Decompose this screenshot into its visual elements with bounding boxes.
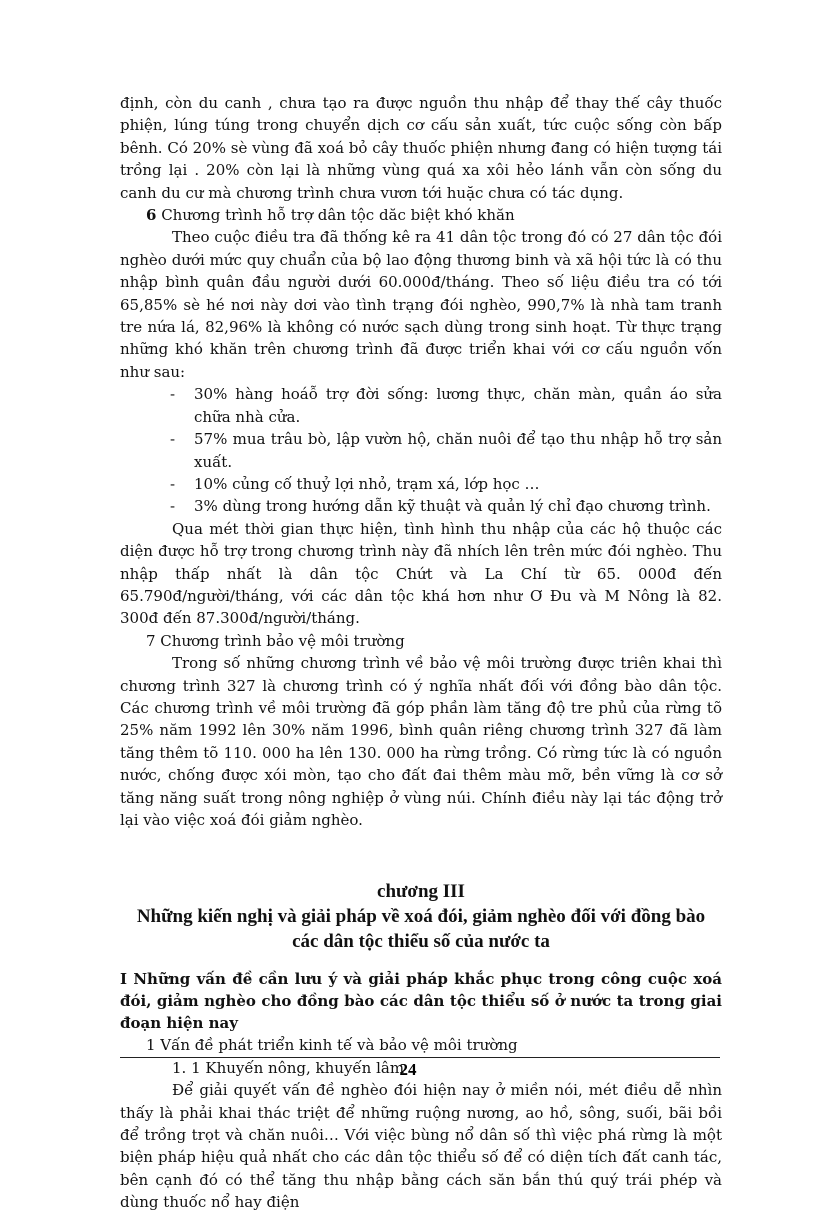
list-item-text: 57% mua trâu bò, lập vườn hộ, chăn nuôi để tạo thu nhập hỗ trợ sản xuất.: [194, 430, 722, 471]
paragraph-program-6-results: Qua mét thời gian thực hiện, tình hình thu nhập của các hộ thuộc các diện được hỗ trợ trong chương trình này đã nhích lên trên mức đói nghèo. Thu nhập thấp nhất là dân tộc Chứt và La Chí từ 65. 000đ đến 65.790đ/người/tháng, với các dân tộc khá hơn như Ơ Đu và M Nông là 82. 300đ đến 87.300đ/người/tháng.: [120, 519, 722, 628]
paragraph-program-6: Theo cuộc điều tra đã thống kê ra 41 dân tộc trong đó có 27 dân tộc đói nghèo dưới mức quy chuẩn của bộ lao động thương binh và xã hội tức là có thu nhập bình quân đầu người dưới 60.000đ/tháng. Theo số liệu điều tra có tới 65,85% sè hé nơi này dơi vào tình trạng đói nghèo, 990,7% là nhà tam tranh tre nứa lá, 82,96% là không có nước sạch dùng trong sinh hoạt. Từ thực trạng những khó khăn trên chương trình đã được triển khai với cơ cấu nguồn vốn như sau:: [120, 228, 722, 381]
section-heading-I: I Những vấn đề cần lưu ý và giải pháp khắc phục trong công cuộc xoá đói, giảm nghèo cho đồng bào các dân tộc thiểu số ở nước ta trong giai đoạn hiện nay: [120, 970, 722, 1033]
list-item-text: 30% hàng hoáỗ trợ đời sống: lương thực, chăn màn, quần áo sửa chữa nhà cửa.: [194, 385, 722, 426]
chapter-label: chương III: [377, 881, 465, 903]
chapter-title: Những kiến nghị và giải pháp về xoá đói, giảm nghèo đối với đồng bào các dân tộc thiểu số của nước ta: [136, 906, 706, 953]
paragraph-1-1: Để giải quyết vấn đề nghèo đói hiện nay ở miền nói, mét điều dễ nhìn thấy là phải khai thác triệt để những ruộng nương, ao hồ, sông, suối, bãi bồi để trồng trọt và chăn nuôi… Với việc bùng nổ dân số thì việc phá rừng là một biện pháp hiệu quả nhất cho các dân tộc thiểu số để có diện tích đất canh tác, bên cạnh đó có thể tăng thu nhập bằng cách săn bắn thú quý trái phép và dùng thuốc nổ hay điện: [120, 1081, 722, 1212]
list-item-text: 10% củng cố thuỷ lợi nhỏ, trạm xá, lớp học …: [194, 474, 540, 493]
funding-list: [120, 383, 722, 517]
subsection-heading-1-1: 1. 1 Khuyến nông, khuyến lâm: [172, 1058, 405, 1077]
heading-6-number: 6: [146, 206, 157, 225]
list-item: - 30% hàng hoáỗ trợ đời sống: lương thực, chăn màn, quần áo sửa chữa nhà cửa.: [170, 385, 722, 426]
paragraph-continuation: định, còn du canh , chưa tạo ra được nguồn thu nhập để thay thế cây thuốc phiện, lúng túng trong chuyển dịch cơ cấu sản xuất, tức cuộc sống còn bấp bênh. Có 20% sè vùng đã xoá bỏ cây thuốc phiện nhưng đang có hiện tượng tái trồng lại . 20% còn lại là những vùng quá xa xôi hẻo lánh vẫn còn sống du canh du cư mà chương trình chưa vươn tới huặc chưa có tác dụng.: [120, 94, 722, 202]
footer-divider: [120, 1057, 720, 1058]
list-item: - 3% dùng trong hướng dẫn kỹ thuật và quản lý chỉ đạo chương trình.: [170, 497, 711, 516]
heading-program-7: 7 Chương trình bảo vệ môi trường: [146, 631, 405, 650]
list-item-text: 3% dùng trong hướng dẫn kỹ thuật và quản lý chỉ đạo chương trình.: [194, 497, 711, 516]
page-number: 24: [399, 1060, 417, 1079]
subsection-heading-1: 1 Vấn đề phát triển kinh tế và bảo vệ môi trường: [146, 1036, 518, 1055]
heading-program-6: [120, 204, 722, 226]
list-item: - 57% mua trâu bò, lập vườn hộ, chăn nuôi để tạo thu nhập hỗ trợ sản xuất.: [170, 430, 722, 471]
heading-6-text: Chương trình hỗ trợ dân tộc dăc biệt khó khăn: [156, 206, 515, 225]
document-page: [120, 92, 722, 1214]
list-item: - 10% củng cố thuỷ lợi nhỏ, trạm xá, lớp học …: [170, 474, 540, 493]
paragraph-program-7: Trong số những chương trình về bảo vệ môi trường được triên khai thì chương trình 327 là chương trình có ý nghĩa nhất đối với đồng bào dân tộc. Các chương trình về môi trường đã góp phần làm tăng độ tre phủ của rừng tõ 25% năm 1992 lên 30% năm 1996, bình quân riêng chương trình 327 đã làm tăng thêm tõ 110. 000 ha lên 130. 000 ha rừng trồng. Có rừng tức là có nguồn nước, chống được xói mòn, tạo cho đất đai thêm màu mỡ, bền vững là cơ sở tăng năng suất trong nông nghiệp ở vùng núi. Chính điều này lại tác động trở lại vào việc xoá đói giảm nghèo.: [120, 654, 722, 829]
